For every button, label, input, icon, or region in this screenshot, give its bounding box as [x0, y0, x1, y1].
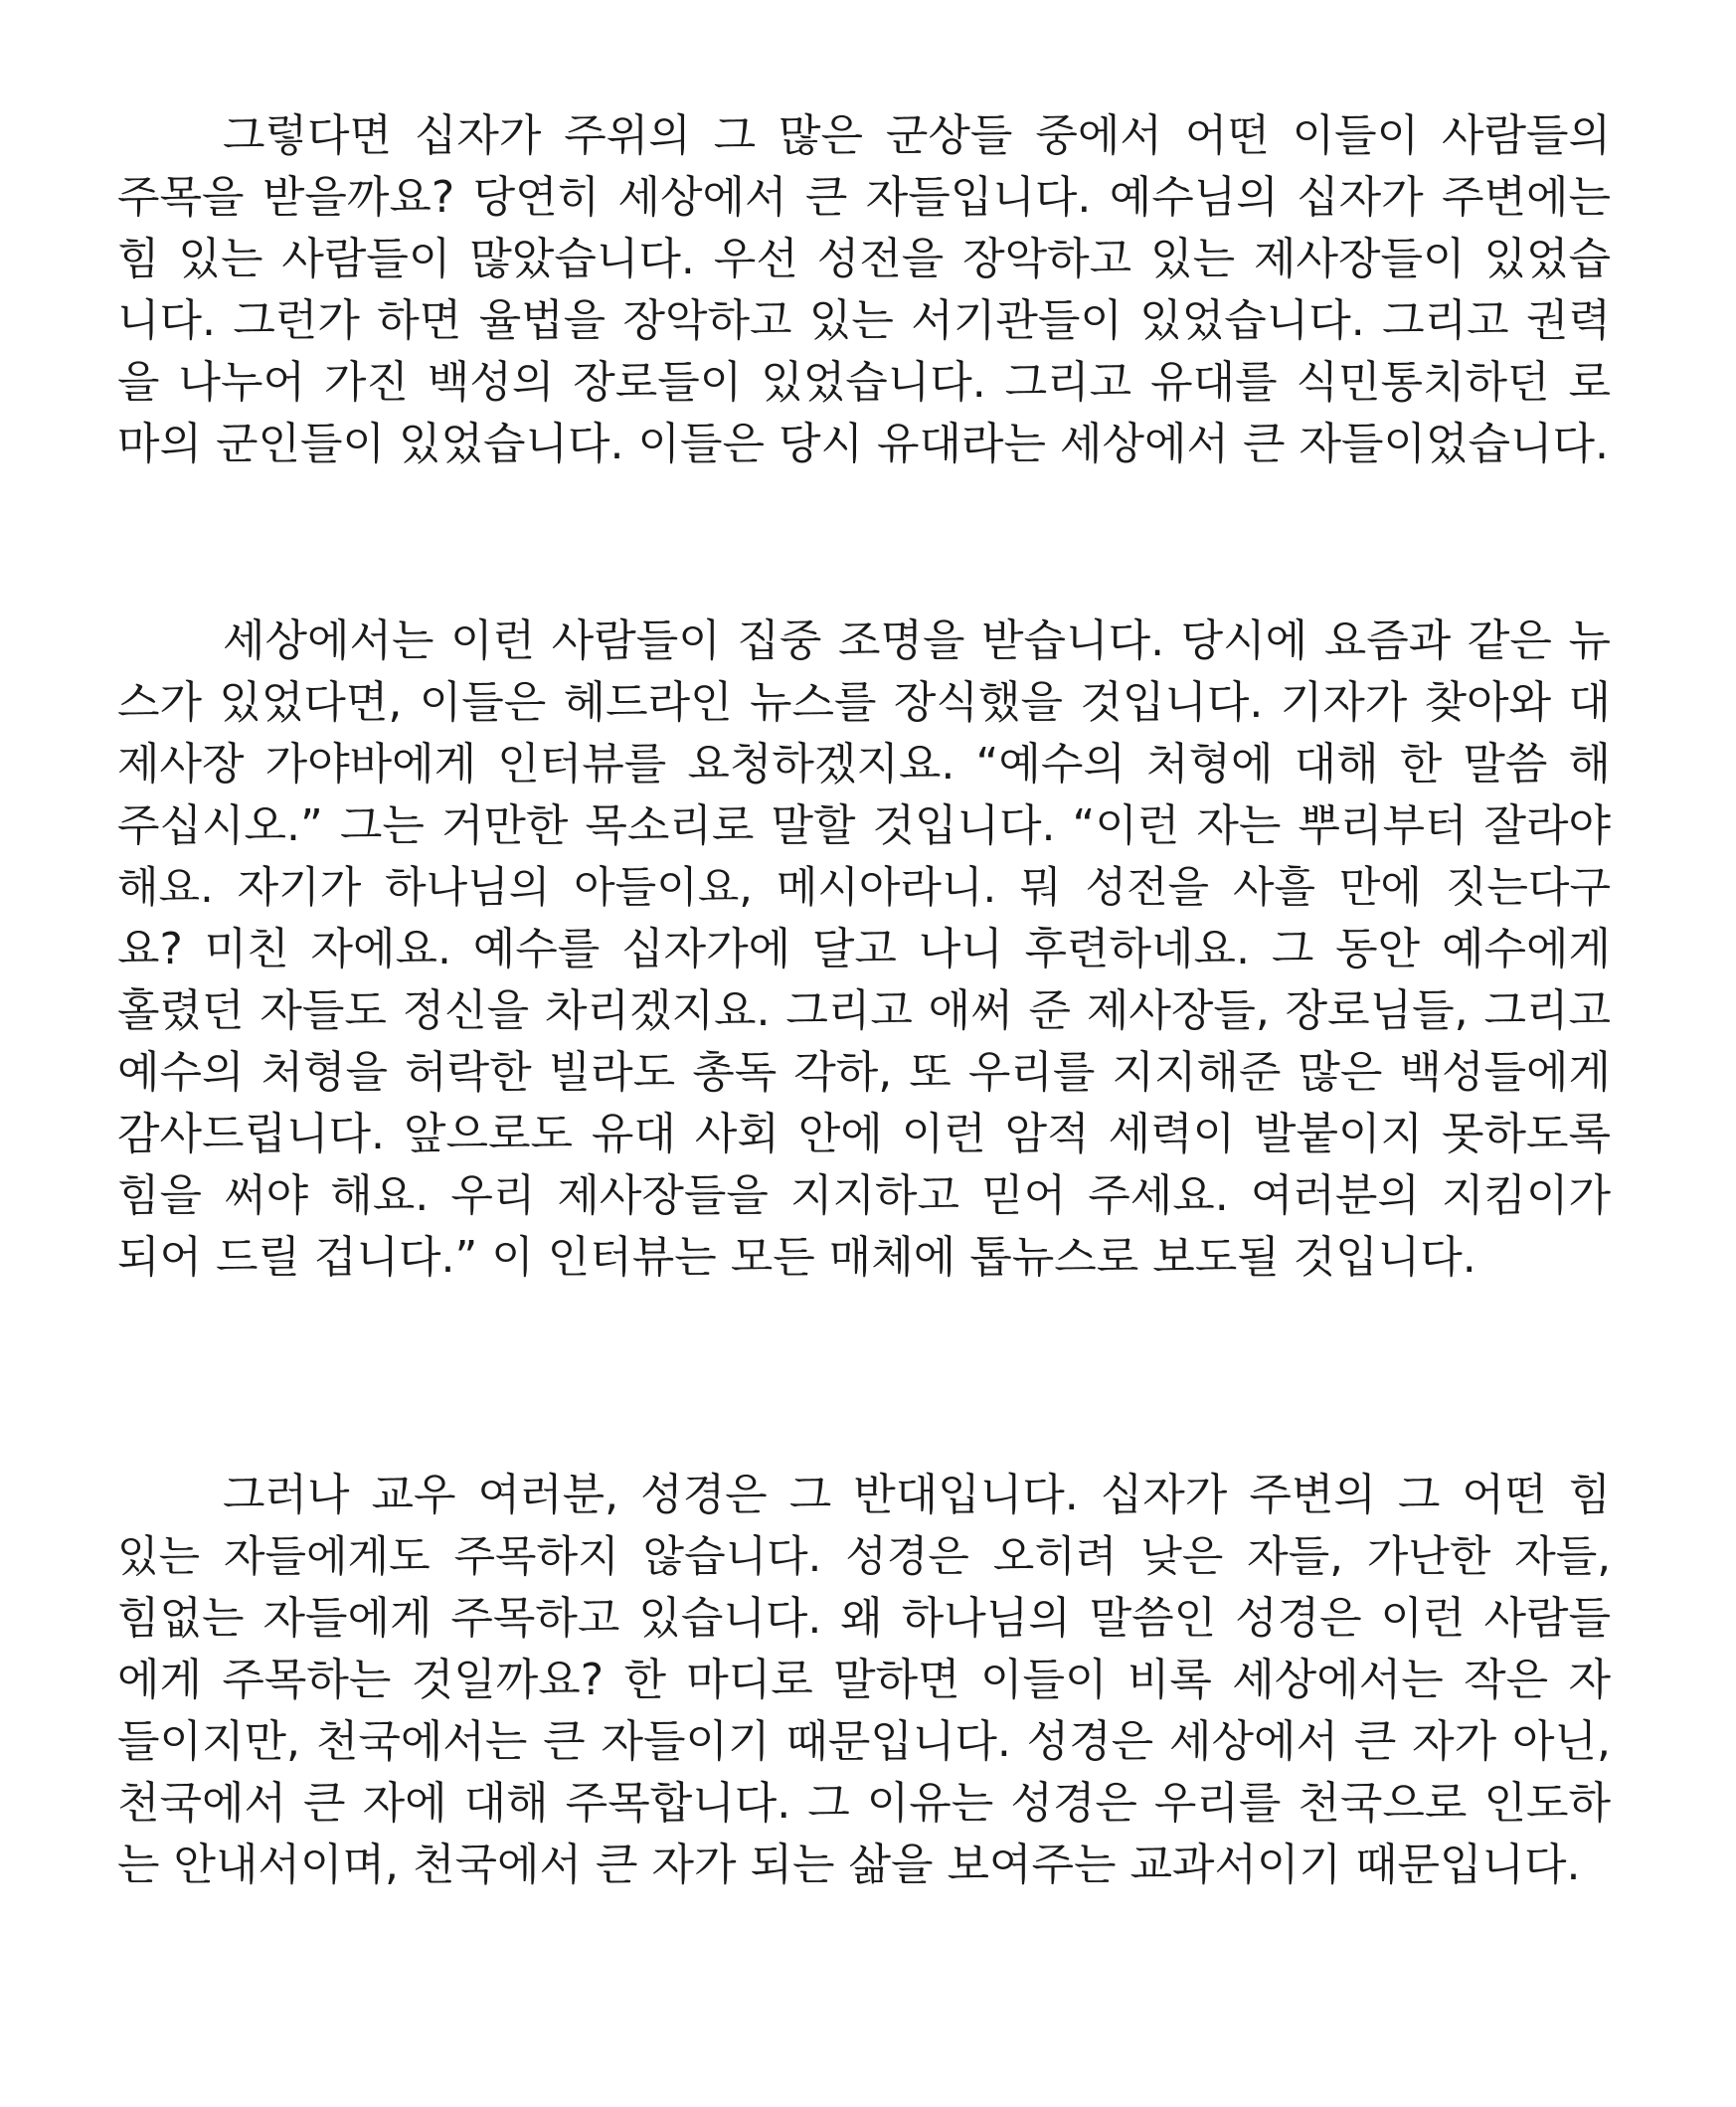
text-line: 에게 주목하는 것일까요? 한 마디로 말하면 이들이 비록 세상에서는 작은 자 [117, 1655, 1611, 1705]
paragraph-1 [117, 105, 1611, 475]
text-line: 힘을 써야 해요. 우리 제사장들을 지지하고 믿어 주세요. 여러분의 지킴이가 [117, 1170, 1611, 1221]
text-line: 힘없는 자들에게 주목하고 있습니다. 왜 하나님의 말씀인 성경은 이런 사람들 [117, 1593, 1611, 1644]
text-line: 들이지만, 천국에서는 큰 자들이기 때문입니다. 성경은 세상에서 큰 자가 아닌, [117, 1716, 1611, 1767]
text-line: 감사드립니다. 앞으로도 유대 사회 안에 이런 암적 세력이 발붙이지 못하도록 [117, 1109, 1611, 1159]
text-line: 예수의 처형을 허락한 빌라도 총독 각하, 또 우리를 지지해준 많은 백성들에게 [117, 1047, 1611, 1098]
paragraph-3 [117, 1465, 1611, 1896]
text-line: 세상에서는 이런 사람들이 집중 조명을 받습니다. 당시에 요즘과 같은 뉴 [223, 615, 1611, 666]
text-line: 니다. 그런가 하면 율법을 장악하고 있는 서기관들이 있었습니다. 그리고 권력 [117, 295, 1611, 346]
text-line: 해요. 자기가 하나님의 아들이요, 메시아라니. 뭐 성전을 사흘 만에 짓는다구 [117, 863, 1611, 913]
text-line: 요? 미친 자에요. 예수를 십자가에 달고 나니 후련하네요. 그 동안 예수에게 [117, 924, 1611, 974]
text-line: 마의 군인들이 있었습니다. 이들은 당시 유대라는 세상에서 큰 자들이었습니다. [117, 419, 1609, 469]
text-line: 제사장 가야바에게 인터뷰를 요청하겠지요. “예수의 처형에 대해 한 말씀 해 [117, 739, 1611, 790]
text-line: 있는 자들에게도 주목하지 않습니다. 성경은 오히려 낮은 자들, 가난한 자들, [117, 1532, 1611, 1582]
text-line: 그러나 교우 여러분, 성경은 그 반대입니다. 십자가 주변의 그 어떤 힘 [223, 1470, 1611, 1520]
text-line: 스가 있었다면, 이들은 헤드라인 뉴스를 장식했을 것입니다. 기자가 찾아와 대 [117, 677, 1611, 728]
text-line: 천국에서 큰 자에 대해 주목합니다. 그 이유는 성경은 우리를 천국으로 인도하 [117, 1778, 1611, 1829]
text-line: 홀렸던 자들도 정신을 차리겠지요. 그리고 애써 준 제사장들, 장로님들, 그리고 [117, 985, 1611, 1036]
text-line: 주십시오.” 그는 거만한 목소리로 말할 것입니다. “이런 자는 뿌리부터 잘라야 [117, 800, 1611, 851]
text-line: 는 안내서이며, 천국에서 큰 자가 되는 삶을 보여주는 교과서이기 때문입니다. [117, 1840, 1581, 1890]
text-line: 되어 드릴 겁니다.” 이 인터뷰는 모든 매체에 톱뉴스로 보도될 것입니다. [117, 1232, 1476, 1283]
paragraph-2 [117, 611, 1611, 1289]
text-line: 주목을 받을까요? 당연히 세상에서 큰 자들입니다. 예수님의 십자가 주변에는 [117, 172, 1611, 223]
text-line: 힘 있는 사람들이 많았습니다. 우선 성전을 장악하고 있는 제사장들이 있었습 [117, 234, 1611, 284]
text-line: 을 나누어 가진 백성의 장로들이 있었습니다. 그리고 유대를 식민통치하던 로 [117, 357, 1611, 408]
text-line: 그렇다면 십자가 주위의 그 많은 군상들 중에서 어떤 이들이 사람들의 [223, 110, 1611, 161]
